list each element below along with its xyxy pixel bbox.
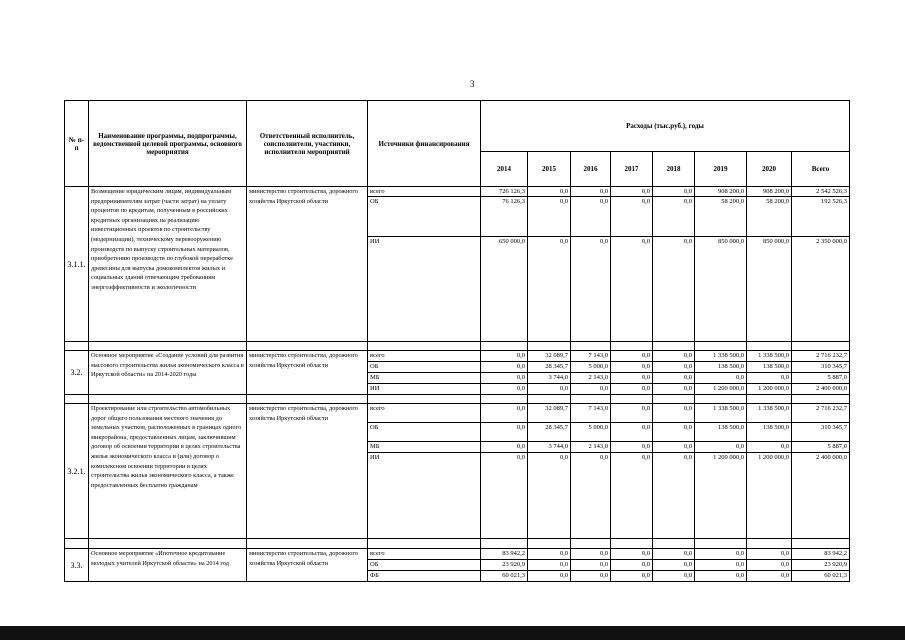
amount-cell: 0,0 — [528, 453, 571, 539]
spacer-cell — [611, 395, 653, 404]
funding-source: всего — [368, 549, 481, 560]
spacer-cell — [65, 342, 89, 351]
amount-cell: 28 345,7 — [528, 362, 571, 373]
amount-cell: 83 942,2 — [481, 549, 528, 560]
spacer-cell — [247, 342, 368, 351]
amount-cell: 0,0 — [571, 197, 611, 237]
amount-cell: 0,0 — [747, 549, 792, 560]
spacer-cell — [65, 395, 89, 404]
funding-source: ИИ — [368, 384, 481, 395]
amount-cell: 0,0 — [611, 362, 653, 373]
spacer-cell — [481, 342, 528, 351]
amount-cell: 3 744,0 — [528, 442, 571, 453]
amount-cell: 650 000,0 — [481, 237, 528, 342]
amount-cell: 1 200 000,0 — [695, 453, 747, 539]
total-header: Всего — [792, 152, 850, 187]
group-spacer — [65, 539, 850, 549]
amount-cell: 0,0 — [481, 373, 528, 384]
year-header: 2017 — [611, 152, 653, 187]
amount-cell: 1 200 000,0 — [747, 453, 792, 539]
amount-cell: 850 000,0 — [695, 237, 747, 342]
total-cell: 5 887,0 — [792, 442, 850, 453]
amount-cell: 0,0 — [528, 560, 571, 571]
amount-cell: 28 345,7 — [528, 423, 571, 442]
amount-cell: 0,0 — [653, 423, 695, 442]
amount-cell: 0,0 — [528, 187, 571, 197]
funding-source: всего — [368, 187, 481, 197]
header-costs: Расходы (тыс.руб.), годы — [481, 101, 850, 152]
amount-cell: 0,0 — [747, 571, 792, 582]
amount-cell: 0,0 — [571, 187, 611, 197]
funding-source: всего — [368, 351, 481, 362]
spacer-cell — [528, 539, 571, 549]
amount-cell: 908 200,0 — [695, 187, 747, 197]
spacer-cell — [695, 395, 747, 404]
item-code: 3.2.1. — [65, 404, 89, 539]
amount-cell: 0,0 — [653, 362, 695, 373]
total-cell: 2 400 000,0 — [792, 453, 850, 539]
header-name: Наименование программы, подпрограммы, ведомственной целевой программы, основного мероприятия — [89, 101, 247, 187]
spacer-cell — [792, 342, 850, 351]
total-cell: 5 887,0 — [792, 373, 850, 384]
item-code: 3.2. — [65, 351, 89, 395]
spacer-cell — [747, 342, 792, 351]
funding-source: МБ — [368, 442, 481, 453]
amount-cell: 0,0 — [653, 237, 695, 342]
amount-cell: 850 000,0 — [747, 237, 792, 342]
item-executor: министерство строительства, дорожного хозяйства Иркутской области — [247, 549, 368, 582]
amount-cell: 0,0 — [653, 197, 695, 237]
funding-source: ОБ — [368, 423, 481, 442]
spacer-cell — [792, 395, 850, 404]
spacer-cell — [65, 539, 89, 549]
amount-cell: 138 500,0 — [695, 362, 747, 373]
funding-source: ОБ — [368, 362, 481, 373]
funding-source: всего — [368, 404, 481, 423]
amount-cell: 0,0 — [695, 442, 747, 453]
spacer-cell — [481, 539, 528, 549]
amount-cell: 2 143,0 — [571, 373, 611, 384]
amount-cell: 0,0 — [481, 442, 528, 453]
amount-cell: 0,0 — [611, 351, 653, 362]
item-executor: министерство строительства, дорожного хозяйства Иркутской области — [247, 404, 368, 539]
spacer-cell — [792, 539, 850, 549]
amount-cell: 0,0 — [653, 442, 695, 453]
item-executor: министерство строительства, дорожного хозяйства Иркутской области — [247, 187, 368, 342]
spacer-cell — [247, 539, 368, 549]
spacer-cell — [571, 539, 611, 549]
amount-cell: 0,0 — [653, 384, 695, 395]
funding-source: ОБ — [368, 197, 481, 237]
year-header: 2016 — [571, 152, 611, 187]
item-executor: министерство строительства, дорожного хозяйства Иркутской области — [247, 351, 368, 395]
year-header: 2019 — [695, 152, 747, 187]
amount-cell: 0,0 — [611, 384, 653, 395]
amount-cell: 0,0 — [481, 423, 528, 442]
amount-cell: 23 920,9 — [481, 560, 528, 571]
amount-cell: 0,0 — [695, 560, 747, 571]
spacer-cell — [653, 395, 695, 404]
amount-cell: 1 338 500,0 — [747, 351, 792, 362]
amount-cell: 1 338 500,0 — [747, 404, 792, 423]
amount-cell: 0,0 — [571, 571, 611, 582]
amount-cell: 0,0 — [653, 187, 695, 197]
year-header: 2018 — [653, 152, 695, 187]
amount-cell: 726 126,3 — [481, 187, 528, 197]
item-code: 3.1.1. — [65, 187, 89, 342]
amount-cell: 0,0 — [653, 560, 695, 571]
amount-cell: 0,0 — [611, 187, 653, 197]
amount-cell: 0,0 — [653, 453, 695, 539]
amount-cell: 138 500,0 — [747, 423, 792, 442]
amount-cell: 60 021,3 — [481, 571, 528, 582]
amount-cell: 0,0 — [611, 442, 653, 453]
spacer-cell — [747, 395, 792, 404]
group-spacer — [65, 342, 850, 351]
header-source: Источники финансирования — [368, 101, 481, 187]
amount-cell: 0,0 — [571, 453, 611, 539]
amount-cell: 58 200,0 — [747, 197, 792, 237]
amount-cell: 1 200 000,0 — [695, 384, 747, 395]
amount-cell: 5 000,0 — [571, 362, 611, 373]
funding-source: ОБ — [368, 560, 481, 571]
spacer-cell — [653, 342, 695, 351]
amount-cell: 0,0 — [481, 404, 528, 423]
spacer-cell — [89, 342, 247, 351]
amount-cell: 0,0 — [481, 453, 528, 539]
header-num: № п-п — [65, 101, 89, 187]
table-row — [65, 351, 850, 362]
amount-cell: 0,0 — [747, 560, 792, 571]
total-cell: 23 920,9 — [792, 560, 850, 571]
amount-cell: 0,0 — [571, 549, 611, 560]
spacer-cell — [247, 395, 368, 404]
total-cell: 310 345,7 — [792, 423, 850, 442]
spacer-cell — [571, 395, 611, 404]
item-name: Возмещение юридическим лицам, индивидуальным предпринимателям затрат (части затрат) на уплату процентов по кредитам, полученным в российских кредитных организациях на реализацию инвестиционных проектов по строительству (модернизации), техническому перевооружению производств по выпуску строительных материалов, приобретению производств по глубокой переработке древесины для выпуска домокомплектов жилых и социальных зданий отвечающим требованиям энергоэффективности и экологичности — [89, 187, 247, 342]
amount-cell: 0,0 — [611, 373, 653, 384]
amount-cell: 0,0 — [611, 404, 653, 423]
table-row — [65, 187, 850, 197]
funding-source: ИИ — [368, 237, 481, 342]
amount-cell: 0,0 — [528, 197, 571, 237]
total-cell: 83 942,2 — [792, 549, 850, 560]
total-cell: 2 400 000,0 — [792, 384, 850, 395]
amount-cell: 1 200 000,0 — [747, 384, 792, 395]
amount-cell: 7 143,0 — [571, 351, 611, 362]
table-body — [65, 187, 850, 582]
amount-cell: 0,0 — [481, 351, 528, 362]
total-cell: 2 716 232,7 — [792, 351, 850, 362]
spacer-cell — [89, 395, 247, 404]
total-cell: 2 350 000,0 — [792, 237, 850, 342]
amount-cell: 0,0 — [611, 197, 653, 237]
amount-cell: 0,0 — [571, 560, 611, 571]
year-header: 2020 — [747, 152, 792, 187]
scan-edge — [0, 626, 905, 640]
total-cell: 2 542 526,3 — [792, 187, 850, 197]
amount-cell: 0,0 — [528, 571, 571, 582]
amount-cell: 1 338 500,0 — [695, 404, 747, 423]
funding-source: ИИ — [368, 453, 481, 539]
spacer-cell — [571, 342, 611, 351]
spacer-cell — [695, 539, 747, 549]
amount-cell: 32 089,7 — [528, 351, 571, 362]
amount-cell: 0,0 — [611, 237, 653, 342]
spacer-cell — [611, 342, 653, 351]
amount-cell: 0,0 — [528, 384, 571, 395]
amount-cell: 76 126,3 — [481, 197, 528, 237]
amount-cell: 0,0 — [695, 373, 747, 384]
amount-cell: 0,0 — [747, 442, 792, 453]
amount-cell: 0,0 — [695, 571, 747, 582]
spacer-cell — [528, 342, 571, 351]
amount-cell: 0,0 — [611, 571, 653, 582]
total-cell: 310 345,7 — [792, 362, 850, 373]
total-cell: 2 716 232,7 — [792, 404, 850, 423]
amount-cell: 0,0 — [747, 373, 792, 384]
funding-source: МБ — [368, 373, 481, 384]
financing-table — [64, 100, 850, 582]
amount-cell: 0,0 — [571, 384, 611, 395]
amount-cell: 0,0 — [611, 549, 653, 560]
amount-cell: 0,0 — [611, 453, 653, 539]
spacer-cell — [611, 539, 653, 549]
amount-cell: 0,0 — [611, 560, 653, 571]
amount-cell: 0,0 — [653, 373, 695, 384]
header-executor: Ответственный исполнитель, соисполнители, участники, исполнители мероприятий — [247, 101, 368, 187]
amount-cell: 3 744,0 — [528, 373, 571, 384]
amount-cell: 138 500,0 — [695, 423, 747, 442]
spacer-cell — [481, 395, 528, 404]
table-row — [65, 549, 850, 560]
amount-cell: 0,0 — [653, 549, 695, 560]
amount-cell: 0,0 — [528, 549, 571, 560]
amount-cell: 0,0 — [571, 237, 611, 342]
spacer-cell — [368, 342, 481, 351]
amount-cell: 7 143,0 — [571, 404, 611, 423]
spacer-cell — [747, 539, 792, 549]
amount-cell: 0,0 — [653, 571, 695, 582]
year-header: 2014 — [481, 152, 528, 187]
amount-cell: 32 089,7 — [528, 404, 571, 423]
amount-cell: 908 200,0 — [747, 187, 792, 197]
spacer-cell — [89, 539, 247, 549]
item-code: 3.3. — [65, 549, 89, 582]
amount-cell: 1 338 500,0 — [695, 351, 747, 362]
amount-cell: 58 200,0 — [695, 197, 747, 237]
group-spacer — [65, 395, 850, 404]
amount-cell: 138 500,0 — [747, 362, 792, 373]
spacer-cell — [368, 395, 481, 404]
item-name: Основное мероприятие «Создание условий для развития массового строительства жилья экономического класса в Иркутской области» на 2014-2020 годы — [89, 351, 247, 395]
amount-cell: 0,0 — [695, 549, 747, 560]
spacer-cell — [368, 539, 481, 549]
amount-cell: 0,0 — [611, 423, 653, 442]
item-name: Основное мероприятие «Ипотечное кредитование молодых учителей Иркутской области» на 2014 год — [89, 549, 247, 582]
total-cell: 60 021,3 — [792, 571, 850, 582]
amount-cell: 0,0 — [653, 351, 695, 362]
amount-cell: 0,0 — [481, 362, 528, 373]
spacer-cell — [653, 539, 695, 549]
amount-cell: 0,0 — [528, 237, 571, 342]
funding-source: ФБ — [368, 571, 481, 582]
page-number: 3 — [470, 79, 475, 89]
total-cell: 192 526,3 — [792, 197, 850, 237]
item-name: Проектирование или строительство автомобильных дорог общего пользования местного значения до земельных участков, расположенных в границах одного микрорайона, предоставленных лицам, заключившим договор об освоении территории в целях строительства жилья экономического класса и (или) договор о комплексном освоении территории в целях строительства жилья экономического класса, а также предоставленных бесплатно гражданам — [89, 404, 247, 539]
amount-cell: 2 143,0 — [571, 442, 611, 453]
table-row — [65, 404, 850, 423]
amount-cell: 0,0 — [481, 384, 528, 395]
spacer-cell — [528, 395, 571, 404]
spacer-cell — [695, 342, 747, 351]
year-header: 2015 — [528, 152, 571, 187]
amount-cell: 0,0 — [653, 404, 695, 423]
amount-cell: 5 000,0 — [571, 423, 611, 442]
